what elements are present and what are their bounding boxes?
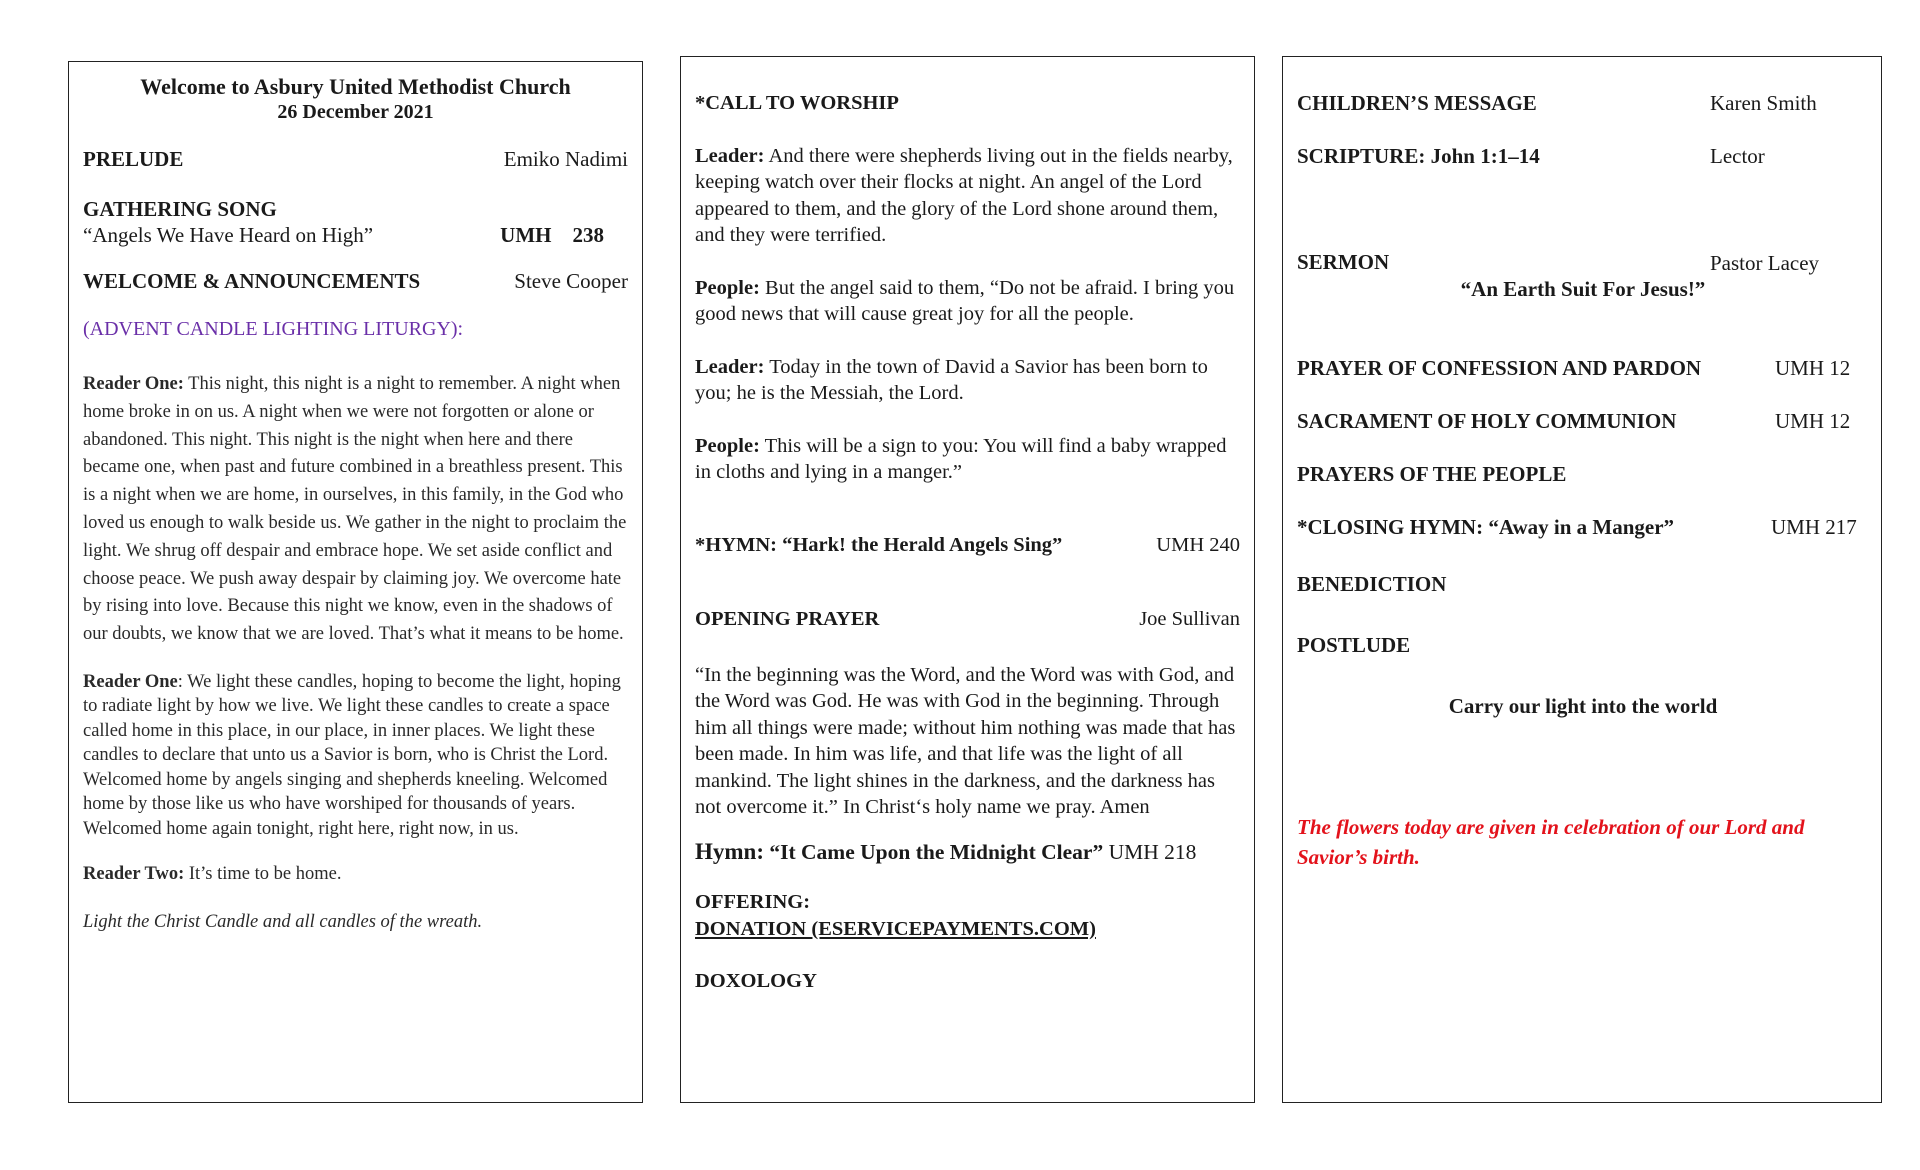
sermon-title: “An Earth Suit For Jesus!”	[1460, 277, 1706, 301]
postlude: POSTLUDE	[1297, 633, 1411, 657]
gathering-song-row	[83, 222, 628, 248]
leader-response-2	[695, 354, 1240, 407]
people-label: People:	[695, 276, 760, 299]
bulletin-panel-left	[68, 61, 643, 1103]
opening-prayer-text: “In the beginning was the Word, and the Word was with God, and the Word was God. He was with God in the beginning. Through him all things were made; without him nothing was made that has been made. In him was life, and that life was the light of all mankind. The light shines in the darkness, and the darkness has not overcome it.” In Christ‘s holy name we pray. Amen	[695, 663, 1236, 818]
leader-label-2: Leader:	[695, 355, 765, 378]
hymn-hark-ref: UMH 240	[1156, 533, 1240, 556]
reader-two-text: It’s time to be home.	[184, 864, 342, 885]
reader-one-text-2: : We light these candles, hoping to become the light, hoping to radiate light by how we live. We light these candles to create a space called home in this place, in our place, in inner places. We light these candles to declare that unto us a Savior is born, who is Christ the Lord. Welcomed home by angels singing and shepherds kneeling. Welcomed home by those like us who have worshiped for thousands of years. Welcomed home again tonight, right here, right now, in us.	[83, 671, 621, 839]
hymn-label: Hymn:	[695, 838, 764, 864]
communion-label: SACRAMENT OF HOLY COMMUNION	[1297, 409, 1677, 433]
reader-one-label: Reader One:	[83, 374, 184, 394]
closing-hymn-ref: UMH 217	[1771, 515, 1857, 539]
people-text-2: This will be a sign to you: You will find a baby wrapped in cloths and lying in a manger.”	[695, 434, 1227, 483]
welcome-speaker: Steve Cooper	[514, 269, 628, 293]
childrens-message-label: CHILDREN’S MESSAGE	[1297, 91, 1537, 115]
closing-hymn-label: *CLOSING HYMN: “Away in a Manger”	[1297, 515, 1675, 539]
welcome-label: WELCOME & ANNOUNCEMENTS	[83, 269, 421, 293]
reader-two	[83, 861, 628, 889]
leader-response-1	[695, 143, 1240, 249]
hymn-midnight-ref: UMH 218	[1103, 839, 1197, 864]
confession-label: PRAYER OF CONFESSION AND PARDON	[1297, 356, 1702, 380]
reader-one-first	[83, 371, 628, 649]
hymn-hark-title: *HYMN: “Hark! the Herald Angels Sing”	[695, 533, 1063, 556]
prelude-label: PRELUDE	[83, 147, 184, 171]
advent-liturgy-heading: (ADVENT CANDLE LIGHTING LITURGY):	[83, 318, 464, 340]
flowers-dedication: The flowers today are given in celebration of our Lord and Savior’s birth.	[1297, 815, 1805, 869]
benediction: BENEDICTION	[1297, 572, 1447, 596]
reader-two-label: Reader Two:	[83, 864, 185, 885]
doxology-heading: DOXOLOGY	[695, 970, 817, 992]
leader-label: Leader:	[695, 144, 765, 167]
candle-instruction: Light the Christ Candle and all candles of the wreath.	[83, 912, 483, 933]
people-label-2: People:	[695, 434, 760, 457]
scripture-reader: Lector	[1710, 144, 1765, 168]
bulletin-title: Welcome to Asbury United Methodist Church	[140, 74, 571, 99]
opening-prayer-row	[695, 606, 1240, 633]
people-response-2	[695, 433, 1240, 486]
scripture-label: SCRIPTURE: John 1:1–14	[1297, 144, 1540, 168]
opening-prayer-label: OPENING PRAYER	[695, 608, 880, 630]
people-text: But the angel said to them, “Do not be afraid. I bring you good news that will cause great joy for all the people.	[695, 276, 1235, 325]
gathering-song-label: GATHERING SONG	[83, 197, 277, 221]
confession-ref: UMH 12	[1775, 356, 1851, 380]
leader-text: And there were shepherds living out in the fields nearby, keeping watch over their flocks at night. An angel of the Lord appeared to them, and the glory of the Lord shone around them, and they were terrified.	[695, 144, 1233, 246]
call-to-worship-heading: *CALL TO WORSHIP	[695, 92, 899, 114]
donation-link[interactable]: DONATION (ESERVICEPAYMENTS.COM)	[695, 917, 1096, 940]
reader-one-second	[83, 670, 628, 842]
welcome-row	[83, 268, 628, 294]
bulletin-panel-middle	[680, 56, 1255, 1103]
gathering-song-ref: UMH 238	[500, 223, 604, 247]
prayers-of-people: PRAYERS OF THE PEOPLE	[1297, 462, 1567, 486]
childrens-message-leader: Karen Smith	[1710, 91, 1817, 115]
bulletin-date: 26 December 2021	[277, 101, 434, 123]
opening-prayer-leader: Joe Sullivan	[1139, 608, 1240, 630]
communion-ref: UMH 12	[1775, 409, 1851, 433]
reader-one-text: This night, this night is a night to remember. A night when home broke in on us. A night when we were not forgotten or alone or abandoned. This night. This night is the night when here and there became one, when past and future combined in a breathless present. This is a night when we are home, in ourselves, in this family, in the God who loved us enough to walk beside us. We gather in the night to proclaim the light. We shrug off despair and embrace hope. We set aside conflict and choose peace. We push away despair by claiming joy. We overcome hate by rising into love. Because this night we know, even in the shadows of our doubts, we know that we are loved. That’s what it means to be home.	[83, 374, 627, 645]
hymn-hark-row	[695, 532, 1240, 559]
leader-text-2: Today in the town of David a Savior has been born to you; he is the Messiah, the Lord.	[695, 355, 1208, 404]
sermon-preacher: Pastor Lacey	[1710, 251, 1820, 275]
hymn-midnight-row	[695, 839, 1240, 866]
gathering-song-title: “Angels We Have Heard on High”	[83, 223, 374, 247]
closing-motto: Carry our light into the world	[1448, 694, 1718, 718]
reader-one-label-2: Reader One	[83, 671, 178, 692]
prelude-row	[83, 146, 628, 172]
people-response-1	[695, 275, 1240, 328]
bulletin-panel-right	[1282, 56, 1882, 1103]
offering-heading: OFFERING:	[695, 891, 811, 913]
sermon-label: SERMON	[1297, 250, 1390, 274]
hymn-midnight-title: “It Came Upon the Midnight Clear”	[764, 839, 1104, 864]
prelude-performer: Emiko Nadimi	[503, 147, 628, 171]
